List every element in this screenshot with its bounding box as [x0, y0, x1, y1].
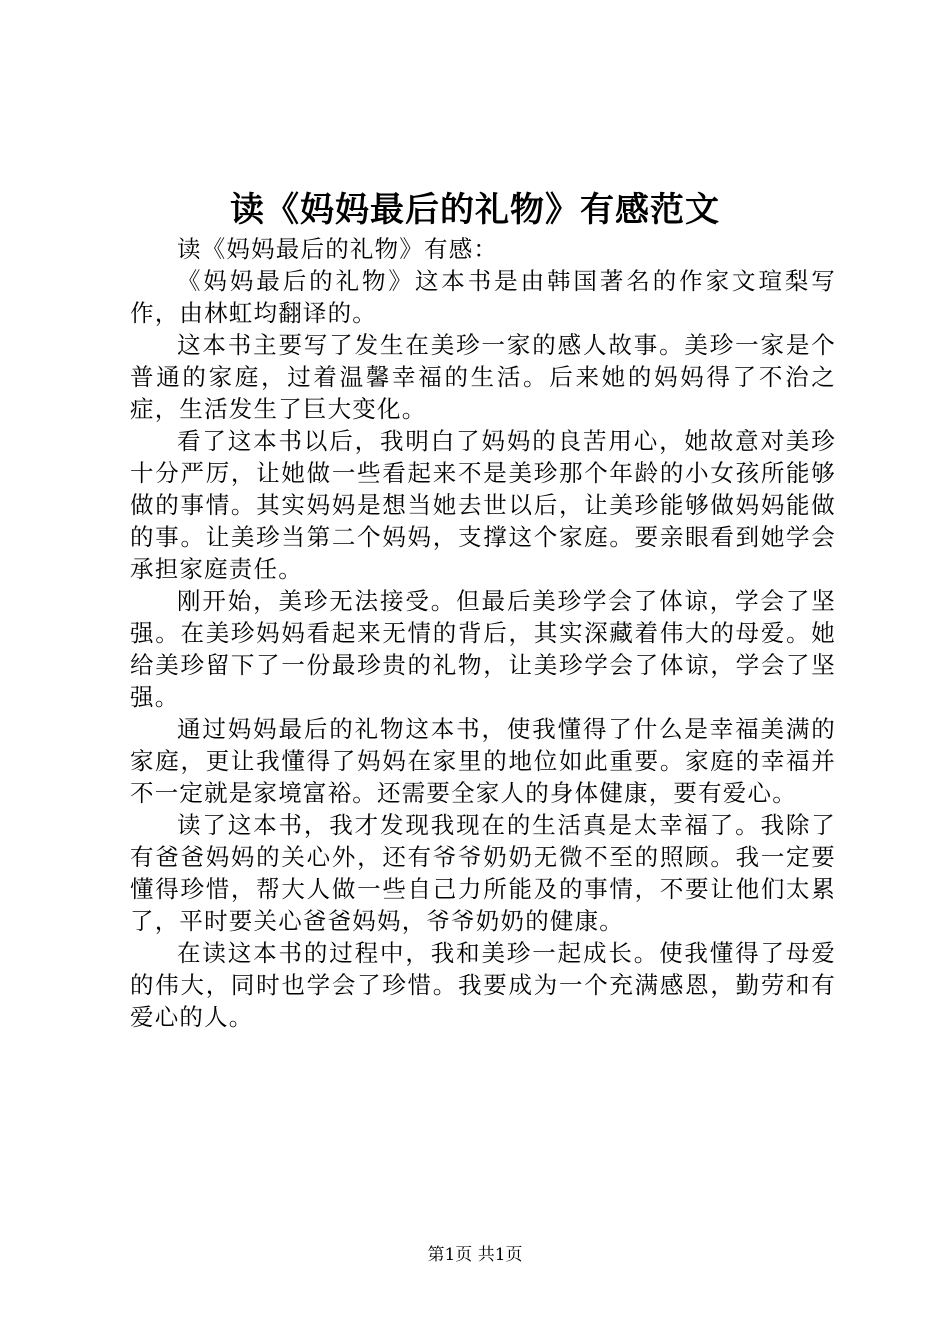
page-number-footer: 第1页 共1页 — [427, 1245, 523, 1265]
paragraph: 这本书主要写了发生在美珍一家的感人故事。美珍一家是个普通的家庭，过着温馨幸福的生活。后来她的妈妈得了不治之症，生活发生了巨大变化。 — [130, 331, 836, 423]
paragraph: 《妈妈最后的礼物》这本书是由韩国著名的作家文瑄梨写作，由林虹均翻译的。 — [130, 267, 836, 327]
document-body — [130, 233, 836, 1033]
paragraph: 看了这本书以后，我明白了妈妈的良苦用心，她故意对美珍十分严厉，让她做一些看起来不是美珍那个年龄的小女孩所能够做的事情。其实妈妈是想当她去世以后，让美珍能够做妈妈能做的事。让美珍当第二个妈妈，支撑这个家庭。要亲眼看到她学会承担家庭责任。 — [130, 427, 836, 583]
paragraph: 在读这本书的过程中，我和美珍一起成长。使我懂得了母爱的伟大，同时也学会了珍惜。我要成为一个充满感恩，勤劳和有爱心的人。 — [130, 939, 836, 1031]
paragraph: 读了这本书，我才发现我现在的生活真是太幸福了。我除了有爸爸妈妈的关心外，还有爷爷奶奶无微不至的照顾。我一定要懂得珍惜，帮大人做一些自己力所能及的事情，不要让他们太累了，平时要关心爸爸妈妈，爷爷奶奶的健康。 — [130, 811, 836, 935]
paragraph: 刚开始，美珍无法接受。但最后美珍学会了体谅，学会了坚强。在美珍妈妈看起来无情的背后，其实深藏着伟大的母爱。她给美珍留下了一份最珍贵的礼物，让美珍学会了体谅，学会了坚强。 — [130, 587, 836, 711]
document-title: 读《妈妈最后的礼物》有感范文 — [230, 190, 720, 230]
paragraph: 通过妈妈最后的礼物这本书，使我懂得了什么是幸福美满的家庭，更让我懂得了妈妈在家里的地位如此重要。家庭的幸福并不一定就是家境富裕。还需要全家人的身体健康，要有爱心。 — [130, 715, 836, 807]
paragraph: 读《妈妈最后的礼物》有感： — [177, 235, 499, 263]
